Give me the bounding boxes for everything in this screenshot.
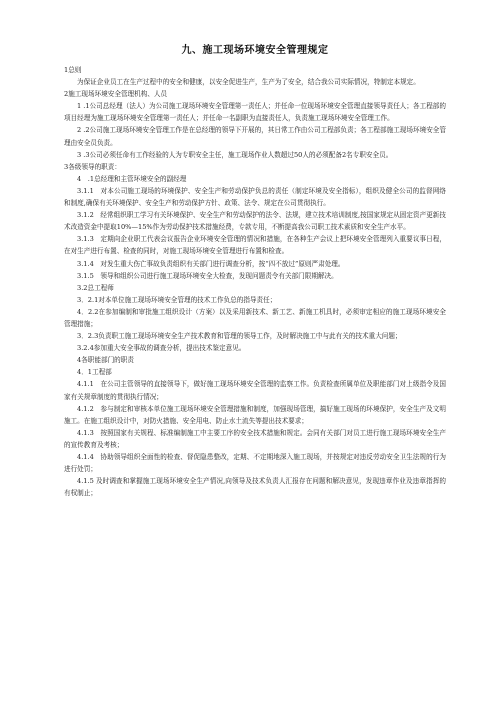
document-title: 九、施工现场环境安全管理规定 [181,45,329,56]
section-heading: 2施工现场环境安全管理机构、人员 [64,90,168,99]
document-body [64,64,446,499]
paragraph: 4．1工程部 [77,368,112,377]
paragraph: 4 .1总经理和主管环境安全的副经理 [77,174,187,183]
paragraph: 2 .2公司施工现场环境安全管理工作是在总经理的领导下开展的，其日常工作由公司工程部负责；各工程部施工现场环境安全管理由安全员负责。 [64,126,446,147]
paragraph: 3.1.4 对发生重大伤亡事故负责组织有关部门进行调查分析，按“四不放过”原则严肃处理。 [77,259,345,268]
paragraph: 4.1.5 及时调查和掌握施工现场环境安全生产情况,向领导及技术负责人汇报存在问题和解决意见，发现违章作业及违章指挥的有权制止； [64,477,446,498]
paragraph: 3 .3公司必须任命有工作经验的人为专职安全主任，施工现场作业人数超过50人的必须配备2名专职安全员。 [77,150,393,159]
paragraph: 3.2.4参加重大安全事故的调查分析，提出技术鉴定意见。 [77,344,246,353]
paragraph: 4.1.3 按照国家有关规程、标准编制施工中主要工序的安全技术措施和规定。会同有关部门对员工进行施工现场环境安全生产的宣传教育及考核； [64,428,446,449]
section-heading: 1总则 [64,66,82,74]
paragraph: 1 .1公司总经理（法人）为公司施工现场环境安全管理第一责任人；并任命一位现场环境安全管理直接领导责任人；各工程部的项目经理为施工现场环境安全管理第一责任人；并任命一名副职为直接责任人，负责施工现场环境安全管理工作。 [64,102,446,123]
paragraph: 3．2.3负责职工施工现场环境安全生产技术教育和管理的领导工作，及时解决施工中与此有关的技术重大问题； [77,332,402,341]
section-heading: 3各级领导的职责： [64,162,121,171]
paragraph: 3.1.5 领导和组织公司进行施工现场环境安全大检查，发现问题责令有关部门限期解决。 [77,271,338,280]
paragraph: 3.1.1 对本公司施工现场的环境保护、安全生产和劳动保护负总的责任（制定环境及安全指标），组织及健全公司的监督网络和制度,确保有关环境保护、安全生产和劳动保护方针、政策、法令、规定在公司贯彻执行。 [64,186,446,208]
paragraph: 4．2.2在参加编制和审批施工组织设计（方案）以及采用新技术、新工艺、新施工机具时，必须审定相应的施工现场环境安全管理措施； [64,307,446,328]
paragraph: 为保证企业员工在生产过程中的安全和健康，以安全促进生产，生产为了安全，结合我公司实际情况，特制定本规定。 [77,78,420,87]
paragraph: 3.2总工程师 [77,283,114,292]
paragraph: 4.1.1 在公司主管领导的直接领导下，做好施工现场环境安全管理的监察工作。负责检查所属单位及职能部门对上级指令及国家有关规章制度的贯彻执行情况； [64,380,446,401]
paragraph: 3.1.3 定期向企业职工代表会议报告企业环境安全管理的情况和措施，在各种生产会议上把环境安全管理列入重要议事日程，在对生产进行布置、检查的同时，对施工现场环境安全管理进行布置和检查。 [64,235,446,256]
paragraph: 3.1.2 经常组织职工学习有关环境保护、安全生产和劳动保护的法令、法规，建立技术培训制度,按国家规定从固定资产更新技术改造资金中提取10%—15%作为劳动保护技术措施经费，专款专用，不断提高我公司职工技术素质和安全生产水平。 [64,211,446,232]
paragraph: 4.1.4 协助领导组织全面性的检查、督促隐患整改，定期、不定期地深入施工现场，并按规定对违反劳动安全卫生法规的行为进行处罚； [64,453,446,474]
paragraph: 4.1.2 参与制定和审核本单位施工现场环境安全管理措施和制度，加强现场管理，搞好施工现场的环境保护，安全生产及文明施工。在施工组织设计中，对防火措施、安全用电、防止水土流失等提出技术要求； [64,404,446,425]
paragraph: 4各职能部门的职责 [77,356,134,365]
paragraph: 3．2.1对本单位施工现场环境安全管理的技术工作负总的指导责任； [77,295,277,304]
